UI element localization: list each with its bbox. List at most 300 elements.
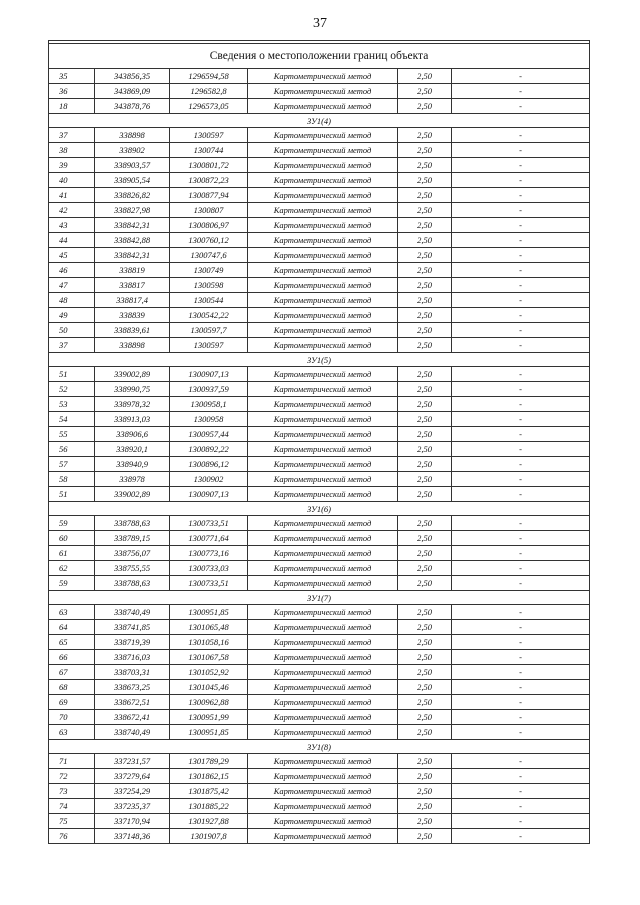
precision-cell: 2,50 xyxy=(398,293,452,308)
point-number-cell: 51 xyxy=(49,367,95,382)
point-number-cell: 48 xyxy=(49,293,95,308)
x-coordinate-cell: 338817 xyxy=(95,278,170,293)
method-cell: Картометрический метод xyxy=(248,293,398,308)
description-cell: - xyxy=(452,173,590,188)
y-coordinate-cell: 1300747,6 xyxy=(170,248,248,263)
table-row xyxy=(49,472,590,487)
description-cell: - xyxy=(452,323,590,338)
precision-cell: 2,50 xyxy=(398,442,452,457)
x-coordinate-cell: 338740,49 xyxy=(95,605,170,620)
section-label: ЗУ1(5) xyxy=(49,353,590,367)
method-cell: Картометрический метод xyxy=(248,725,398,740)
table-row xyxy=(49,561,590,576)
y-coordinate-cell: 1300907,13 xyxy=(170,367,248,382)
table-title-row xyxy=(49,44,590,69)
method-cell: Картометрический метод xyxy=(248,561,398,576)
y-coordinate-cell: 1300760,12 xyxy=(170,233,248,248)
method-cell: Картометрический метод xyxy=(248,799,398,814)
x-coordinate-cell: 338903,57 xyxy=(95,158,170,173)
method-cell: Картометрический метод xyxy=(248,457,398,472)
y-coordinate-cell: 1300733,03 xyxy=(170,561,248,576)
precision-cell: 2,50 xyxy=(398,665,452,680)
x-coordinate-cell: 337231,57 xyxy=(95,754,170,769)
method-cell: Картометрический метод xyxy=(248,695,398,710)
x-coordinate-cell: 338756,07 xyxy=(95,546,170,561)
description-cell: - xyxy=(452,754,590,769)
y-coordinate-cell: 1301052,92 xyxy=(170,665,248,680)
section-label: ЗУ1(7) xyxy=(49,591,590,605)
x-coordinate-cell: 337254,29 xyxy=(95,784,170,799)
method-cell: Картометрический метод xyxy=(248,472,398,487)
description-cell: - xyxy=(452,695,590,710)
point-number-cell: 51 xyxy=(49,487,95,502)
x-coordinate-cell: 337235,37 xyxy=(95,799,170,814)
precision-cell: 2,50 xyxy=(398,472,452,487)
x-coordinate-cell: 338789,15 xyxy=(95,531,170,546)
description-cell: - xyxy=(452,457,590,472)
x-coordinate-cell: 338842,31 xyxy=(95,248,170,263)
description-cell: - xyxy=(452,263,590,278)
method-cell: Картометрический метод xyxy=(248,397,398,412)
precision-cell: 2,50 xyxy=(398,323,452,338)
point-number-cell: 40 xyxy=(49,173,95,188)
method-cell: Картометрический метод xyxy=(248,665,398,680)
point-number-cell: 71 xyxy=(49,754,95,769)
table-row xyxy=(49,725,590,740)
table-row xyxy=(49,665,590,680)
description-cell: - xyxy=(452,635,590,650)
description-cell: - xyxy=(452,233,590,248)
x-coordinate-cell: 338978,32 xyxy=(95,397,170,412)
point-number-cell: 49 xyxy=(49,308,95,323)
point-number-cell: 43 xyxy=(49,218,95,233)
x-coordinate-cell: 338905,54 xyxy=(95,173,170,188)
point-number-cell: 42 xyxy=(49,203,95,218)
table-row xyxy=(49,442,590,457)
precision-cell: 2,50 xyxy=(398,695,452,710)
section-header-row xyxy=(49,353,590,367)
table-row xyxy=(49,143,590,158)
x-coordinate-cell: 338839 xyxy=(95,308,170,323)
method-cell: Картометрический метод xyxy=(248,605,398,620)
point-number-cell: 63 xyxy=(49,725,95,740)
description-cell: - xyxy=(452,308,590,323)
table-row xyxy=(49,487,590,502)
table-title: Сведения о местоположении границ объекта xyxy=(49,44,590,69)
y-coordinate-cell: 1301067,58 xyxy=(170,650,248,665)
method-cell: Картометрический метод xyxy=(248,442,398,457)
y-coordinate-cell: 1301058,16 xyxy=(170,635,248,650)
table-body xyxy=(49,41,590,844)
method-cell: Картометрический метод xyxy=(248,814,398,829)
y-coordinate-cell: 1301927,88 xyxy=(170,814,248,829)
y-coordinate-cell: 1300744 xyxy=(170,143,248,158)
method-cell: Картометрический метод xyxy=(248,158,398,173)
point-number-cell: 59 xyxy=(49,576,95,591)
precision-cell: 2,50 xyxy=(398,188,452,203)
precision-cell: 2,50 xyxy=(398,128,452,143)
description-cell: - xyxy=(452,710,590,725)
section-label: ЗУ1(8) xyxy=(49,740,590,754)
method-cell: Картометрический метод xyxy=(248,248,398,263)
point-number-cell: 62 xyxy=(49,561,95,576)
point-number-cell: 35 xyxy=(49,69,95,84)
y-coordinate-cell: 1300542,22 xyxy=(170,308,248,323)
description-cell: - xyxy=(452,680,590,695)
description-cell: - xyxy=(452,725,590,740)
method-cell: Картометрический метод xyxy=(248,233,398,248)
precision-cell: 2,50 xyxy=(398,784,452,799)
description-cell: - xyxy=(452,293,590,308)
point-number-cell: 66 xyxy=(49,650,95,665)
y-coordinate-cell: 1300749 xyxy=(170,263,248,278)
table-row xyxy=(49,427,590,442)
method-cell: Картометрический метод xyxy=(248,99,398,114)
y-coordinate-cell: 1300957,44 xyxy=(170,427,248,442)
y-coordinate-cell: 1301045,46 xyxy=(170,680,248,695)
point-number-cell: 70 xyxy=(49,710,95,725)
precision-cell: 2,50 xyxy=(398,263,452,278)
precision-cell: 2,50 xyxy=(398,531,452,546)
table-row xyxy=(49,695,590,710)
x-coordinate-cell: 338902 xyxy=(95,143,170,158)
point-number-cell: 52 xyxy=(49,382,95,397)
precision-cell: 2,50 xyxy=(398,457,452,472)
point-number-cell: 46 xyxy=(49,263,95,278)
point-number-cell: 69 xyxy=(49,695,95,710)
precision-cell: 2,50 xyxy=(398,382,452,397)
point-number-cell: 67 xyxy=(49,665,95,680)
point-number-cell: 60 xyxy=(49,531,95,546)
x-coordinate-cell: 338920,1 xyxy=(95,442,170,457)
point-number-cell: 50 xyxy=(49,323,95,338)
x-coordinate-cell: 337148,36 xyxy=(95,829,170,844)
description-cell: - xyxy=(452,397,590,412)
method-cell: Картометрический метод xyxy=(248,635,398,650)
y-coordinate-cell: 1300892,22 xyxy=(170,442,248,457)
y-coordinate-cell: 1300544 xyxy=(170,293,248,308)
x-coordinate-cell: 343878,76 xyxy=(95,99,170,114)
point-number-cell: 65 xyxy=(49,635,95,650)
y-coordinate-cell: 1300597 xyxy=(170,338,248,353)
description-cell: - xyxy=(452,784,590,799)
method-cell: Картометрический метод xyxy=(248,203,398,218)
x-coordinate-cell: 338740,49 xyxy=(95,725,170,740)
table-row xyxy=(49,188,590,203)
x-coordinate-cell: 338716,03 xyxy=(95,650,170,665)
y-coordinate-cell: 1300598 xyxy=(170,278,248,293)
precision-cell: 2,50 xyxy=(398,814,452,829)
method-cell: Картометрический метод xyxy=(248,650,398,665)
precision-cell: 2,50 xyxy=(398,487,452,502)
method-cell: Картометрический метод xyxy=(248,84,398,99)
method-cell: Картометрический метод xyxy=(248,784,398,799)
y-coordinate-cell: 1296573,05 xyxy=(170,99,248,114)
description-cell: - xyxy=(452,278,590,293)
precision-cell: 2,50 xyxy=(398,561,452,576)
description-cell: - xyxy=(452,516,590,531)
description-cell: - xyxy=(452,814,590,829)
x-coordinate-cell: 338842,88 xyxy=(95,233,170,248)
method-cell: Картометрический метод xyxy=(248,128,398,143)
method-cell: Картометрический метод xyxy=(248,546,398,561)
description-cell: - xyxy=(452,561,590,576)
y-coordinate-cell: 1300733,51 xyxy=(170,576,248,591)
table-row xyxy=(49,799,590,814)
table-row xyxy=(49,218,590,233)
point-number-cell: 41 xyxy=(49,188,95,203)
method-cell: Картометрический метод xyxy=(248,769,398,784)
method-cell: Картометрический метод xyxy=(248,829,398,844)
precision-cell: 2,50 xyxy=(398,278,452,293)
table-row xyxy=(49,248,590,263)
precision-cell: 2,50 xyxy=(398,203,452,218)
point-number-cell: 75 xyxy=(49,814,95,829)
description-cell: - xyxy=(452,665,590,680)
description-cell: - xyxy=(452,829,590,844)
precision-cell: 2,50 xyxy=(398,427,452,442)
description-cell: - xyxy=(452,382,590,397)
precision-cell: 2,50 xyxy=(398,799,452,814)
y-coordinate-cell: 1300733,51 xyxy=(170,516,248,531)
table-row xyxy=(49,784,590,799)
table-row xyxy=(49,278,590,293)
table-row xyxy=(49,158,590,173)
description-cell: - xyxy=(452,188,590,203)
method-cell: Картометрический метод xyxy=(248,382,398,397)
y-coordinate-cell: 1296594,58 xyxy=(170,69,248,84)
point-number-cell: 56 xyxy=(49,442,95,457)
table-row xyxy=(49,84,590,99)
description-cell: - xyxy=(452,99,590,114)
description-cell: - xyxy=(452,128,590,143)
table-row xyxy=(49,546,590,561)
method-cell: Картометрический метод xyxy=(248,173,398,188)
precision-cell: 2,50 xyxy=(398,397,452,412)
table-row xyxy=(49,620,590,635)
point-number-cell: 39 xyxy=(49,158,95,173)
description-cell: - xyxy=(452,650,590,665)
precision-cell: 2,50 xyxy=(398,576,452,591)
point-number-cell: 55 xyxy=(49,427,95,442)
x-coordinate-cell: 338741,85 xyxy=(95,620,170,635)
precision-cell: 2,50 xyxy=(398,233,452,248)
section-label: ЗУ1(4) xyxy=(49,114,590,128)
method-cell: Картометрический метод xyxy=(248,576,398,591)
precision-cell: 2,50 xyxy=(398,99,452,114)
point-number-cell: 74 xyxy=(49,799,95,814)
x-coordinate-cell: 338913,03 xyxy=(95,412,170,427)
table-row xyxy=(49,412,590,427)
point-number-cell: 47 xyxy=(49,278,95,293)
description-cell: - xyxy=(452,605,590,620)
table-row xyxy=(49,382,590,397)
table-row xyxy=(49,69,590,84)
y-coordinate-cell: 1300872,23 xyxy=(170,173,248,188)
section-header-row xyxy=(49,591,590,605)
table-row xyxy=(49,605,590,620)
x-coordinate-cell: 338898 xyxy=(95,338,170,353)
description-cell: - xyxy=(452,769,590,784)
x-coordinate-cell: 338719,39 xyxy=(95,635,170,650)
precision-cell: 2,50 xyxy=(398,367,452,382)
description-cell: - xyxy=(452,546,590,561)
description-cell: - xyxy=(452,487,590,502)
point-number-cell: 18 xyxy=(49,99,95,114)
y-coordinate-cell: 1300958,1 xyxy=(170,397,248,412)
method-cell: Картометрический метод xyxy=(248,367,398,382)
x-coordinate-cell: 338826,82 xyxy=(95,188,170,203)
table-row xyxy=(49,576,590,591)
y-coordinate-cell: 1300902 xyxy=(170,472,248,487)
y-coordinate-cell: 1301065,48 xyxy=(170,620,248,635)
x-coordinate-cell: 338755,55 xyxy=(95,561,170,576)
description-cell: - xyxy=(452,338,590,353)
description-cell: - xyxy=(452,412,590,427)
description-cell: - xyxy=(452,84,590,99)
point-number-cell: 53 xyxy=(49,397,95,412)
x-coordinate-cell: 338906,6 xyxy=(95,427,170,442)
y-coordinate-cell: 1301907,8 xyxy=(170,829,248,844)
point-number-cell: 63 xyxy=(49,605,95,620)
point-number-cell: 57 xyxy=(49,457,95,472)
table-row xyxy=(49,650,590,665)
y-coordinate-cell: 1300806,97 xyxy=(170,218,248,233)
precision-cell: 2,50 xyxy=(398,546,452,561)
table-row xyxy=(49,338,590,353)
point-number-cell: 36 xyxy=(49,84,95,99)
precision-cell: 2,50 xyxy=(398,650,452,665)
method-cell: Картометрический метод xyxy=(248,278,398,293)
y-coordinate-cell: 1301875,42 xyxy=(170,784,248,799)
y-coordinate-cell: 1300951,85 xyxy=(170,605,248,620)
precision-cell: 2,50 xyxy=(398,308,452,323)
point-number-cell: 59 xyxy=(49,516,95,531)
precision-cell: 2,50 xyxy=(398,173,452,188)
x-coordinate-cell: 338839,61 xyxy=(95,323,170,338)
precision-cell: 2,50 xyxy=(398,635,452,650)
precision-cell: 2,50 xyxy=(398,710,452,725)
y-coordinate-cell: 1300951,99 xyxy=(170,710,248,725)
y-coordinate-cell: 1300958 xyxy=(170,412,248,427)
method-cell: Картометрический метод xyxy=(248,680,398,695)
x-coordinate-cell: 338672,41 xyxy=(95,710,170,725)
y-coordinate-cell: 1300896,12 xyxy=(170,457,248,472)
method-cell: Картометрический метод xyxy=(248,531,398,546)
table-row xyxy=(49,516,590,531)
precision-cell: 2,50 xyxy=(398,338,452,353)
point-number-cell: 38 xyxy=(49,143,95,158)
precision-cell: 2,50 xyxy=(398,605,452,620)
table-row xyxy=(49,769,590,784)
point-number-cell: 68 xyxy=(49,680,95,695)
table-row xyxy=(49,531,590,546)
description-cell: - xyxy=(452,576,590,591)
point-number-cell: 54 xyxy=(49,412,95,427)
description-cell: - xyxy=(452,442,590,457)
y-coordinate-cell: 1300597,7 xyxy=(170,323,248,338)
precision-cell: 2,50 xyxy=(398,84,452,99)
description-cell: - xyxy=(452,620,590,635)
y-coordinate-cell: 1300773,16 xyxy=(170,546,248,561)
boundary-coordinates-table xyxy=(48,40,590,844)
table-row xyxy=(49,367,590,382)
y-coordinate-cell: 1300771,64 xyxy=(170,531,248,546)
section-header-row xyxy=(49,502,590,516)
method-cell: Картометрический метод xyxy=(248,188,398,203)
description-cell: - xyxy=(452,367,590,382)
precision-cell: 2,50 xyxy=(398,412,452,427)
table-row xyxy=(49,308,590,323)
method-cell: Картометрический метод xyxy=(248,620,398,635)
description-cell: - xyxy=(452,472,590,487)
precision-cell: 2,50 xyxy=(398,620,452,635)
y-coordinate-cell: 1301862,15 xyxy=(170,769,248,784)
table-row xyxy=(49,99,590,114)
y-coordinate-cell: 1296582,8 xyxy=(170,84,248,99)
table-row xyxy=(49,233,590,248)
table-row xyxy=(49,397,590,412)
y-coordinate-cell: 1300801,72 xyxy=(170,158,248,173)
method-cell: Картометрический метод xyxy=(248,710,398,725)
x-coordinate-cell: 337279,64 xyxy=(95,769,170,784)
section-header-row xyxy=(49,740,590,754)
description-cell: - xyxy=(452,248,590,263)
x-coordinate-cell: 338827,98 xyxy=(95,203,170,218)
method-cell: Картометрический метод xyxy=(248,754,398,769)
method-cell: Картометрический метод xyxy=(248,338,398,353)
x-coordinate-cell: 343869,09 xyxy=(95,84,170,99)
y-coordinate-cell: 1300907,13 xyxy=(170,487,248,502)
precision-cell: 2,50 xyxy=(398,218,452,233)
table-row xyxy=(49,457,590,472)
x-coordinate-cell: 338788,63 xyxy=(95,516,170,531)
point-number-cell: 72 xyxy=(49,769,95,784)
point-number-cell: 76 xyxy=(49,829,95,844)
precision-cell: 2,50 xyxy=(398,158,452,173)
x-coordinate-cell: 338788,63 xyxy=(95,576,170,591)
precision-cell: 2,50 xyxy=(398,248,452,263)
method-cell: Картометрический метод xyxy=(248,412,398,427)
description-cell: - xyxy=(452,143,590,158)
table-row xyxy=(49,128,590,143)
description-cell: - xyxy=(452,531,590,546)
page-number: 37 xyxy=(313,16,327,31)
x-coordinate-cell: 338817,4 xyxy=(95,293,170,308)
point-number-cell: 58 xyxy=(49,472,95,487)
precision-cell: 2,50 xyxy=(398,769,452,784)
table-row xyxy=(49,814,590,829)
boundary-table-container xyxy=(48,40,589,844)
method-cell: Картометрический метод xyxy=(248,143,398,158)
table-row xyxy=(49,263,590,278)
precision-cell: 2,50 xyxy=(398,754,452,769)
x-coordinate-cell: 343856,35 xyxy=(95,69,170,84)
table-row xyxy=(49,829,590,844)
precision-cell: 2,50 xyxy=(398,829,452,844)
y-coordinate-cell: 1300597 xyxy=(170,128,248,143)
method-cell: Картометрический метод xyxy=(248,516,398,531)
method-cell: Картометрический метод xyxy=(248,427,398,442)
description-cell: - xyxy=(452,69,590,84)
x-coordinate-cell: 339002,89 xyxy=(95,487,170,502)
method-cell: Картометрический метод xyxy=(248,69,398,84)
y-coordinate-cell: 1300962,88 xyxy=(170,695,248,710)
x-coordinate-cell: 338978 xyxy=(95,472,170,487)
description-cell: - xyxy=(452,799,590,814)
method-cell: Картометрический метод xyxy=(248,263,398,278)
description-cell: - xyxy=(452,203,590,218)
